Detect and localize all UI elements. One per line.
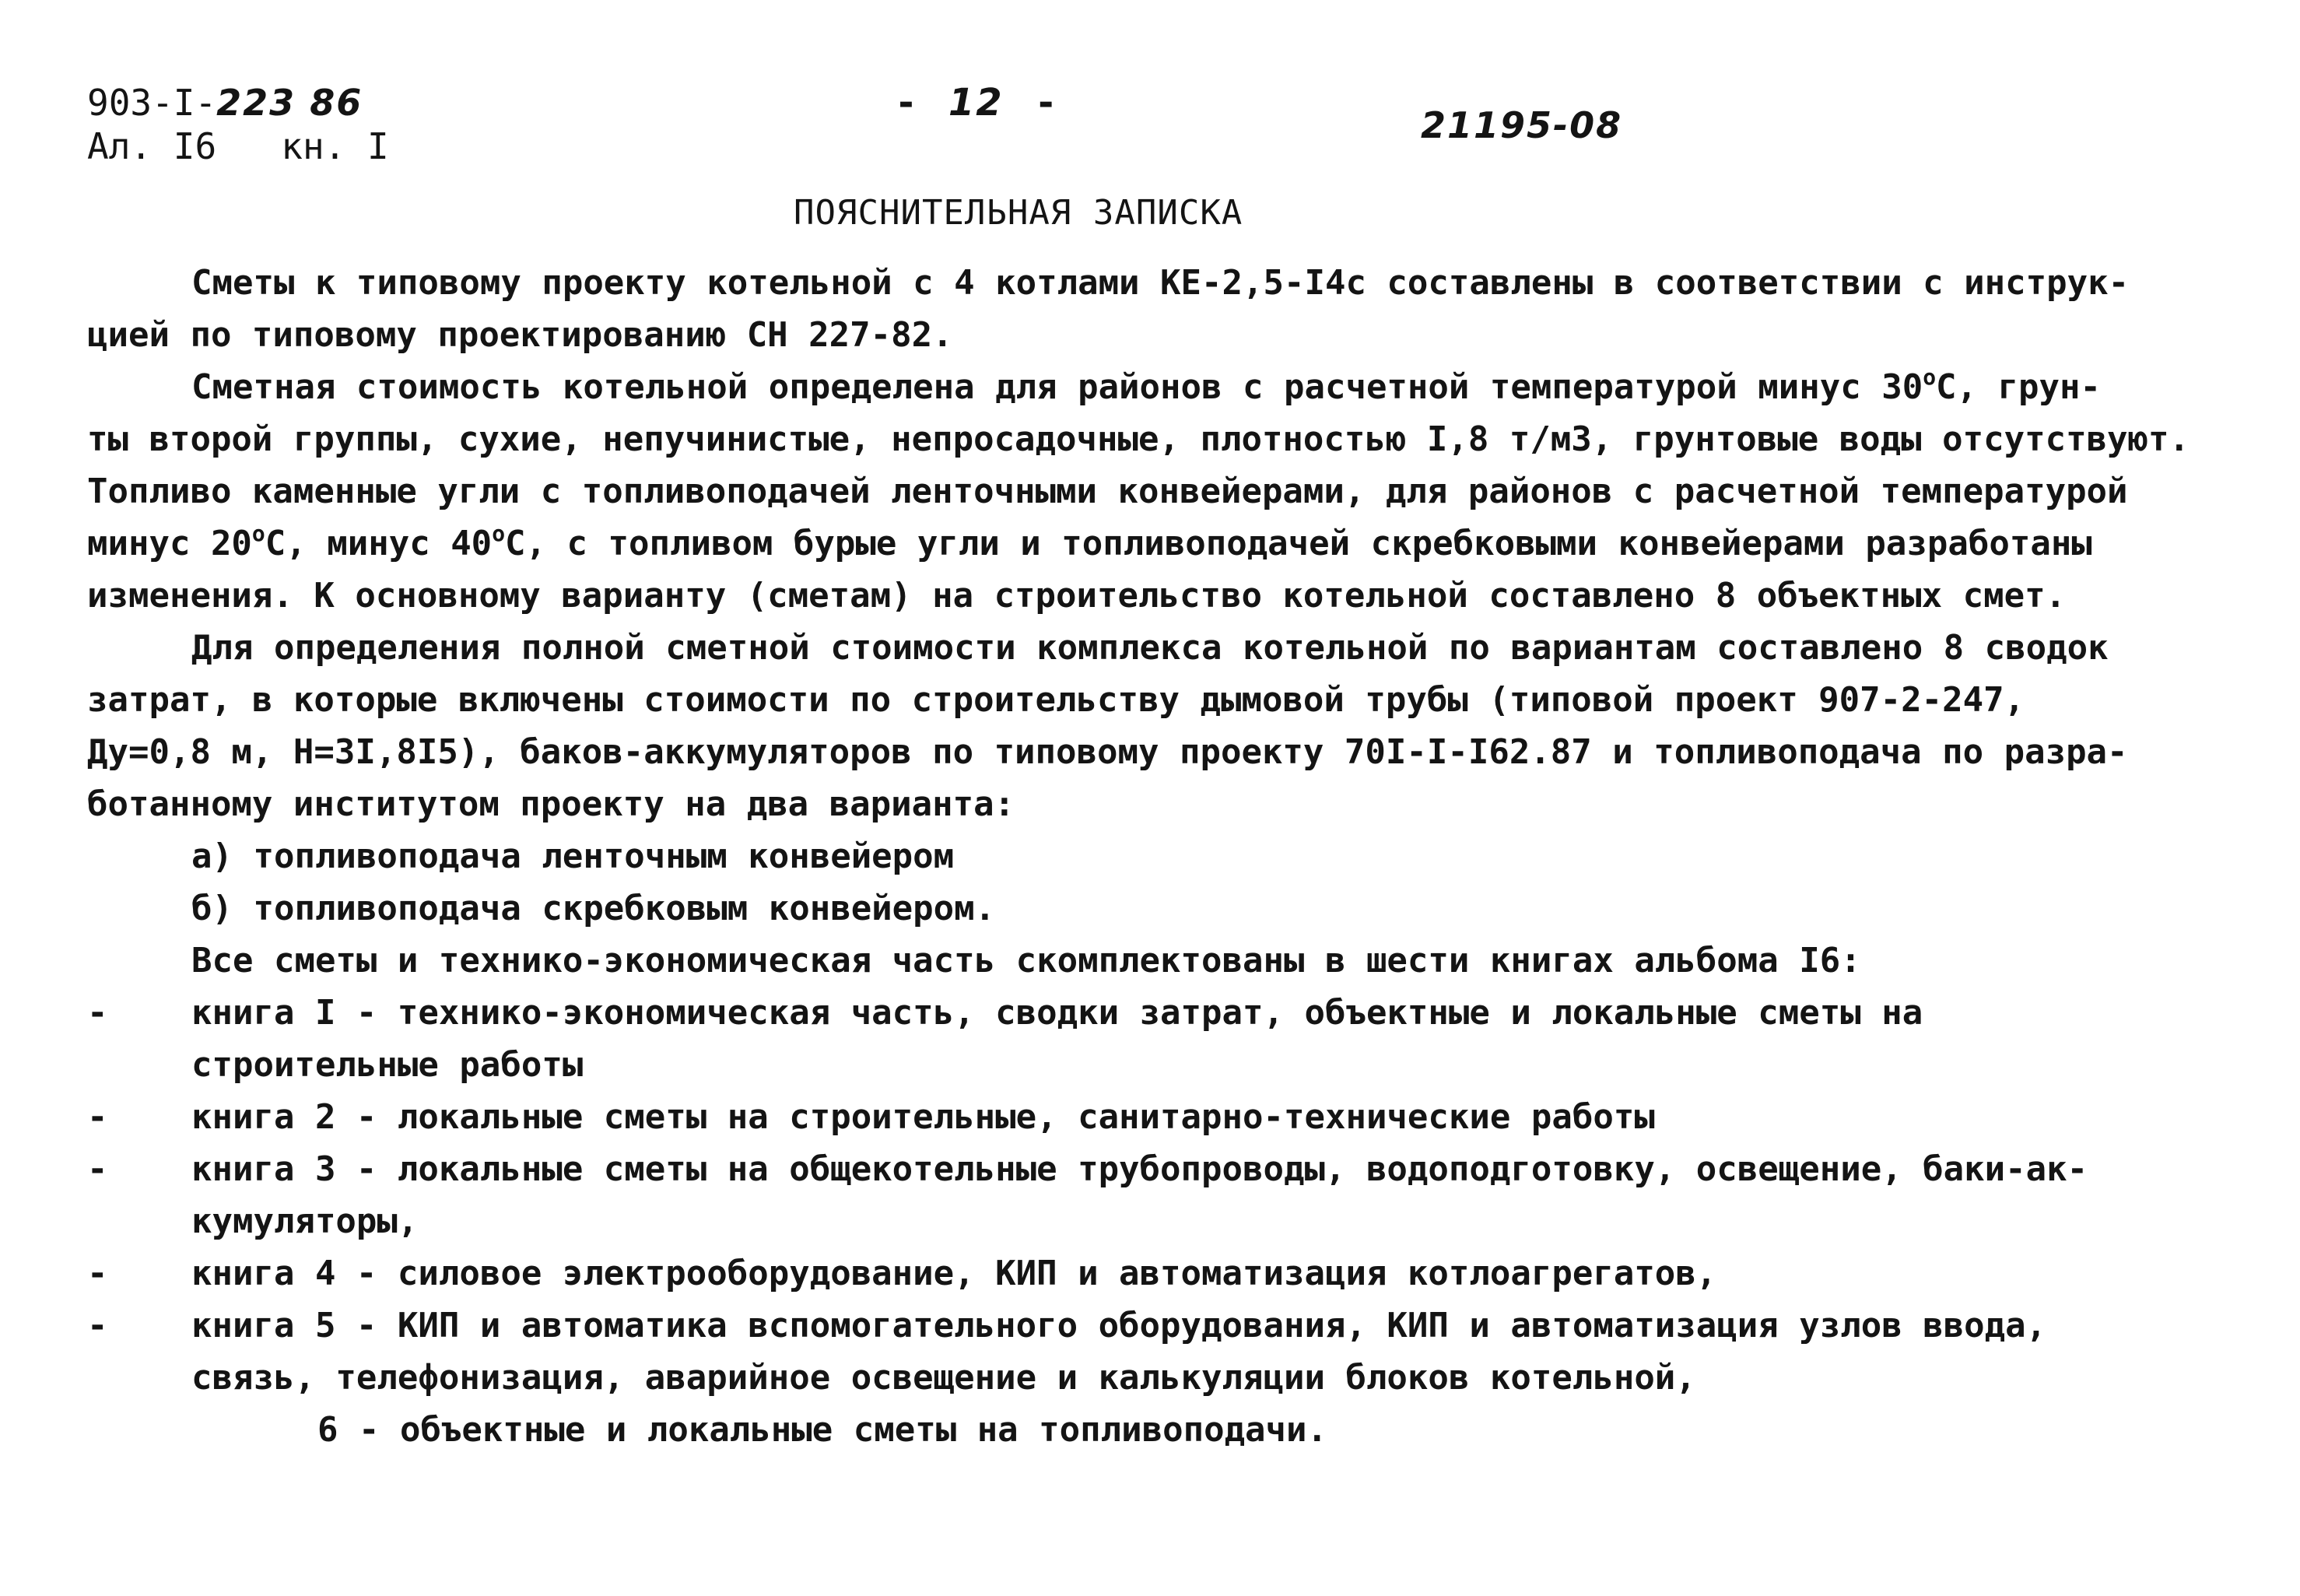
para2-line5: изменения. К основному варианту (сметам) на строительство котельной составлено 8 объектных смет. — [87, 576, 2067, 616]
para3-line1: Для определения полной сметной стоимости комплекса котельной по вариантам составлено 8 сводок — [191, 628, 2109, 668]
para3-line3: Ду=0,8 м, Н=3I,8I5), баков-аккумуляторов по типовому проекту 70I-I-I62.87 и топливоподача по разра- — [87, 732, 2128, 772]
para3-line4: ботанному институтом проекту на два варианта: — [87, 784, 1015, 824]
book-5-line2: связь, телефонизация, аварийное освещение и калькуляции блоков котельной, — [191, 1358, 1696, 1398]
bullet-dash: - — [87, 1149, 108, 1189]
document-registration-number: 21195-08 — [1421, 104, 1623, 146]
document-code — [87, 81, 389, 168]
page-number-dash-left: - — [895, 81, 917, 125]
book-3-line2: кумуляторы, — [191, 1201, 419, 1241]
book-2-item — [87, 1091, 2258, 1143]
series-code-line — [87, 81, 389, 125]
book-2-line1: книга 2 - локальные сметы на строительные, санитарно-технические работы — [191, 1097, 1655, 1137]
degree-sign: о — [1923, 364, 1937, 390]
bullet-dash: - — [87, 1254, 108, 1293]
book-1-item — [87, 987, 2258, 1039]
bullet-dash: - — [87, 993, 108, 1033]
series-code-prefix: 903-I- — [87, 82, 217, 124]
variant-b: б) топливоподача скребковым конвейером. — [191, 889, 996, 928]
para2-line1-text: Сметная стоимость котельной определена для районов с расчетной температурой минус 30 — [191, 367, 1923, 407]
page-number-value: 12 — [948, 81, 1004, 125]
page-title: ПОЯСНИТЕЛЬНАЯ ЗАПИСКА — [794, 193, 1243, 233]
document-body — [87, 257, 2258, 1456]
book-1-line1: книга I - технико-экономическая часть, сводки затрат, объектные и локальные сметы на — [191, 993, 1923, 1033]
book-1-line2: строительные работы — [191, 1045, 584, 1085]
album-book-line: Ал. I6 кн. I — [87, 125, 389, 167]
para2-line4-b: С, минус 40 — [265, 524, 493, 563]
variant-a: а) топливоподача ленточным конвейером — [191, 837, 955, 876]
book-6-line1: 6 - объектные и локальные сметы на топливоподачи. — [317, 1410, 1328, 1450]
book-4-item — [87, 1247, 2258, 1300]
para2-line4-c: С, с топливом бурые угли и топливоподачей скребковыми конвейерами разработаны — [505, 524, 2092, 563]
degree-sign: о — [251, 521, 265, 546]
para2-line1-tail: С, грун- — [1936, 367, 2101, 407]
book-5-line1: книга 5 - КИП и автоматика вспомогательного оборудования, КИП и автоматизация узлов ввода, — [191, 1306, 2047, 1345]
para3-line2: затрат, в которые включены стоимости по строительству дымовой трубы (типовой проект 907-2-247, — [87, 680, 2025, 720]
para2-line1 — [87, 361, 2258, 413]
para2-line4-a: минус 20 — [87, 524, 252, 563]
book-3-item — [87, 1143, 2258, 1195]
para2-line3: Топливо каменные угли с топливоподачей ленточными конвейерами, для районов с расчетной температурой — [87, 472, 2128, 511]
book-4-line1: книга 4 - силовое электрооборудование, КИП и автоматизация котлоагрегатов, — [191, 1254, 1717, 1293]
book-5-item — [87, 1300, 2258, 1352]
para2-line4 — [87, 517, 2258, 570]
page-number-dash-right: - — [1034, 81, 1057, 125]
series-code-handwritten: 223 86 — [216, 82, 363, 124]
page-number — [895, 81, 1057, 125]
bullet-dash: - — [87, 1097, 108, 1137]
para1-line1: Сметы к типовому проекту котельной с 4 котлами КЕ-2,5-I4с составлены в соответствии с инструк- — [191, 263, 2130, 303]
book-3-line1: книга 3 - локальные сметы на общекотельные трубопроводы, водоподготовку, освещение, баки-ак- — [191, 1149, 2088, 1189]
books-intro: Все сметы и технико-экономическая часть скомплектованы в шести книгах альбома I6: — [191, 941, 1861, 980]
para1-line2: цией по типовому проектированию СН 227-82. — [87, 315, 953, 355]
degree-sign: о — [492, 521, 506, 546]
para2-line2: ты второй группы, сухие, непучинистые, непросадочные, плотностью I,8 т/м3, грунтовые воды отсутствуют. — [87, 419, 2190, 459]
bullet-dash: - — [87, 1306, 108, 1345]
